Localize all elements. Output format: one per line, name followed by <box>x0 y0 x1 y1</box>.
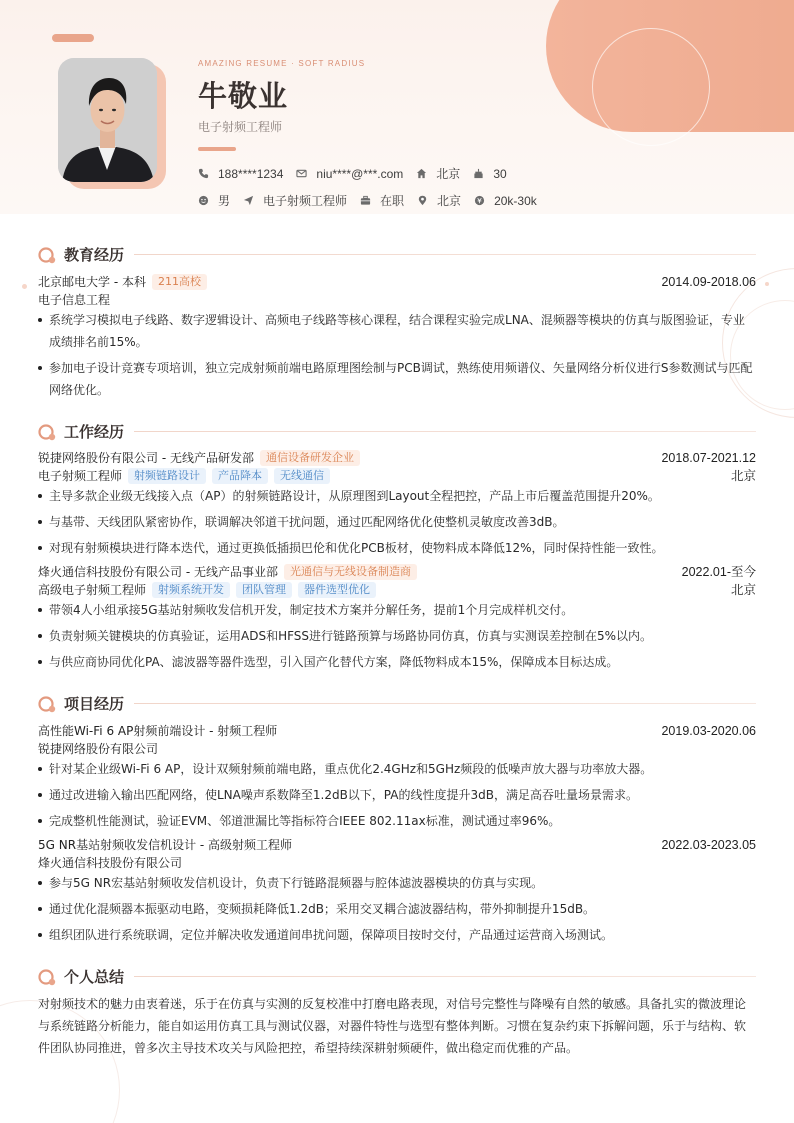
project-section-heading <box>38 693 756 714</box>
skill-tag: 射频链路设计 <box>128 468 206 484</box>
project-org-row <box>38 854 756 872</box>
mail-icon <box>296 168 307 179</box>
salary-item <box>474 194 537 208</box>
company-name: 锐捷网络股份有限公司 - 无线产品研发部 <box>38 451 254 465</box>
candidate-title: 电子射频工程师 <box>198 120 283 134</box>
briefcase-icon <box>360 195 371 206</box>
job-status-text: 在职 <box>380 194 405 208</box>
contact-info-row <box>198 165 520 182</box>
target-city-text: 北京 <box>437 194 462 208</box>
job-role: 高级电子射频工程师 <box>38 583 147 597</box>
work-section-heading <box>38 421 756 442</box>
summary-section-heading <box>38 966 756 987</box>
project-org: 烽火通信科技股份有限公司 <box>38 856 183 870</box>
phone-text: 188****1234 <box>218 166 284 181</box>
section-icon <box>38 246 56 264</box>
list-item: 针对某企业级Wi-Fi 6 AP，设计双频射频前端电路，重点优化2.4GHz和5GHz频段的低噪声放大器与功率放大器。 <box>38 758 756 780</box>
skill-tag: 器件选型优化 <box>298 582 376 598</box>
project-date: 2019.03-2020.06 <box>661 724 756 738</box>
job-role-row <box>38 467 756 485</box>
company-tag: 光通信与无线设备制造商 <box>284 564 417 580</box>
list-item: 主导多款企业级无线接入点（AP）的射频链路设计，从原理图到Layout全程把控，产品上市后覆盖范围提升20%。 <box>38 485 756 507</box>
major-name: 电子信息工程 <box>38 293 111 307</box>
job-role-row <box>38 581 756 599</box>
job-entry-header <box>38 563 756 581</box>
skill-tag: 团队管理 <box>236 582 292 598</box>
job-role: 电子射频工程师 <box>38 469 123 483</box>
resume-header <box>0 0 794 214</box>
decor-dot <box>765 282 769 286</box>
title-accent-bar <box>198 147 236 151</box>
school-name: 北京邮电大学 - 本科 <box>38 275 146 289</box>
job-city: 北京 <box>730 469 756 483</box>
profile-photo <box>58 58 157 182</box>
location-icon <box>417 195 428 206</box>
email-text: niu****@***.com <box>316 166 404 181</box>
education-major-row <box>38 291 756 309</box>
status-info-row <box>198 192 550 209</box>
email-item <box>296 167 403 181</box>
list-item: 对现有射频模块进行降本迭代，通过更换低插损巴伦和优化PCB板材，使物料成本降低12%，同时保持性能一致性。 <box>38 537 756 559</box>
send-icon <box>243 195 254 206</box>
hometown-item <box>416 165 460 182</box>
resume-eyebrow: AMAZING RESUME · SOFT RADIUS <box>198 59 366 68</box>
summary-text: 对射频技术的魅力由衷着迷，乐于在仿真与实测的反复校准中打磨电路表现，对信号完整性与降噪有自然的敏感。具备扎实的微波理论与系统链路分析能力，能自如运用仿真工具与测试仪器，对器件特性与选型有整体判断。习惯在复杂约束下拆解问题，乐于与结构、软件团队协同推进，曾多次主导技术攻关与风险把控，希望持续深耕射频硬件，做出稳定而优雅的产品。 <box>38 997 747 1055</box>
candidate-name: 牛敬业 <box>198 79 289 113</box>
gender-icon <box>198 195 209 206</box>
list-item: 通过优化混频器本振驱动电路，变频损耗降低1.2dB；采用交叉耦合滤波器结构，带外抑制提升15dB。 <box>38 898 756 920</box>
list-item: 参加电子设计竞赛专项培训，独立完成射频前端电路原理图绘制与PCB调试，熟练使用频谱仪、矢量网络分析仪进行S参数测试与匹配网络优化。 <box>38 357 756 401</box>
skill-tag: 无线通信 <box>274 468 330 484</box>
project-entry-header <box>38 722 756 740</box>
list-item: 参与5G NR宏基站射频收发信机设计，负责下行链路混频器与腔体滤波器模块的仿真与实现。 <box>38 872 756 894</box>
section-divider <box>134 976 756 977</box>
project-org: 锐捷网络股份有限公司 <box>38 742 159 756</box>
gender-text: 男 <box>218 194 231 208</box>
project-entry-header <box>38 836 756 854</box>
list-item: 通过改进输入输出匹配网络，使LNA噪声系数降至1.2dB以下，PA的线性度提升3dB，满足高吞吐量场景需求。 <box>38 784 756 806</box>
job-date: 2022.01-至今 <box>681 565 756 579</box>
section-divider <box>134 254 756 255</box>
list-item: 完成整机性能测试，验证EVM、邻道泄漏比等指标符合IEEE 802.11ax标准，测试通过率96%。 <box>38 810 756 832</box>
section-title: 项目经历 <box>64 695 125 713</box>
job-entry-header <box>38 449 756 467</box>
education-section-heading <box>38 244 756 265</box>
target-city-item <box>417 192 461 209</box>
list-item: 带领4人小组承接5G基站射频收发信机开发，制定技术方案并分解任务，提前1个月完成样机交付。 <box>38 599 756 621</box>
section-title: 个人总结 <box>64 968 125 986</box>
header-decor-ring <box>592 28 710 146</box>
section-icon <box>38 968 56 986</box>
job-status-item <box>360 192 404 209</box>
list-item: 与供应商协同优化PA、滤波器等器件选型，引入国产化替代方案，降低物料成本15%，保障成本目标达成。 <box>38 651 756 673</box>
list-item: 组织团队进行系统联调，定位并解决收发通道间串扰问题，保障项目按时交付，产品通过运营商入场测试。 <box>38 924 756 946</box>
target-job-text: 电子射频工程师 <box>263 194 348 208</box>
project-name: 高性能Wi-Fi 6 AP射频前端设计 - 射频工程师 <box>38 724 278 738</box>
education-entry-header <box>38 273 756 291</box>
cake-icon <box>473 168 484 179</box>
age-item <box>473 167 506 181</box>
section-title: 教育经历 <box>64 246 125 264</box>
company-tag: 通信设备研发企业 <box>260 450 360 466</box>
project-org-row <box>38 740 756 758</box>
school-tag: 211高校 <box>152 274 207 290</box>
hometown-text: 北京 <box>436 167 461 181</box>
skill-tag: 产品降本 <box>212 468 268 484</box>
home-icon <box>416 168 427 179</box>
header-decor-pill <box>52 34 94 42</box>
section-icon <box>38 423 56 441</box>
decor-dot <box>22 284 27 289</box>
target-job-item <box>243 192 347 209</box>
section-divider <box>134 431 756 432</box>
job-date: 2018.07-2021.12 <box>661 451 756 465</box>
list-item: 系统学习模拟电子线路、数字逻辑设计、高频电子线路等核心课程，结合课程实验完成LNA、混频器等模块的仿真与版图验证，专业成绩排名前15%。 <box>38 309 756 353</box>
job-city: 北京 <box>730 583 756 597</box>
list-item: 负责射频关键模块的仿真验证，运用ADS和HFSS进行链路预算与场路协同仿真，仿真与实测误差控制在5%以内。 <box>38 625 756 647</box>
salary-text: 20k-30k <box>494 193 537 208</box>
skill-tag: 射频系统开发 <box>152 582 230 598</box>
gender-item <box>198 192 230 209</box>
section-title: 工作经历 <box>64 423 125 441</box>
phone-item <box>198 167 283 181</box>
section-icon <box>38 695 56 713</box>
phone-icon <box>198 168 209 179</box>
education-date: 2014.09-2018.06 <box>661 275 756 289</box>
age-text: 30 <box>493 166 507 181</box>
list-item: 与基带、天线团队紧密协作，联调解决邻道干扰问题，通过匹配网络优化使整机灵敏度改善3dB。 <box>38 511 756 533</box>
section-divider <box>134 703 756 704</box>
company-name: 烽火通信科技股份有限公司 - 无线产品事业部 <box>38 565 278 579</box>
project-name: 5G NR基站射频收发信机设计 - 高级射频工程师 <box>38 838 293 852</box>
project-date: 2022.03-2023.05 <box>661 838 756 852</box>
salary-icon <box>474 195 485 206</box>
